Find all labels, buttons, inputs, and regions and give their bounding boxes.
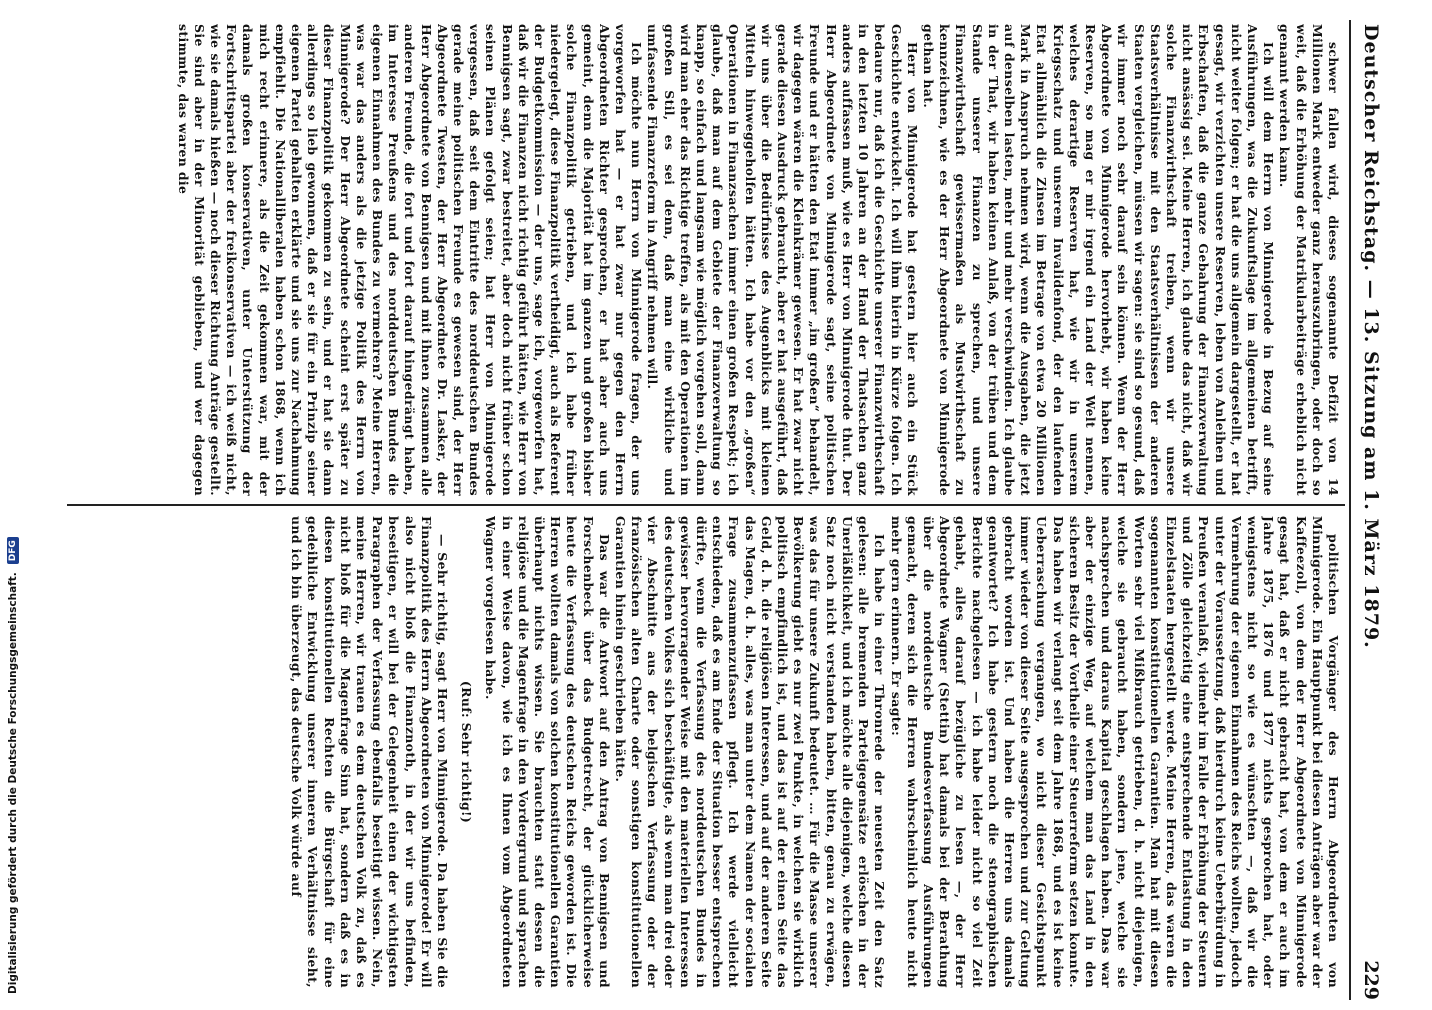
paragraph: Ich möchte nun Herrn von Minnigerode fragen, der uns vorgeworfen hat — er hat zwar nur gegen den Herrn Abgeordneten Richter gesprochen, er hat aber auch uns gemeint, denn die Majorität hat im ganzen und großen bisher solche Finanzpolitik getrieben, und ich habe früher niedergelegt, diese Finanzpolitik vertheidigt, auch als Referent der Budgetkommission — der uns, sage ich, vorgeworfen hat, daß wir die Finanzen nicht richtig geführt hätten, wie Herr von Bennigsen sagt, zwar bestreitet, aber doch nicht früher schon seinen Plänen gefolgt seien; hat Herr von Minnigerode vergessen, daß seit dem Eintritte des norddeutschen Bundes gerade meine politischen Freunde es gewesen sind, der Herr Abgeordnete Twesten, der Herr Abgeordnete Dr. Lasker, der Herr Abgeordnete von Bennigsen und mit ihnen zusammen alle anderen Freunde, die fort und fort darauf hingedrängt haben, im Interesse Preußens und des norddeutschen Bundes die eigenen Einnahmen des Bundes zu vermehren? Meine Herren, was war das anders als die jetzige Politik des Herrn von Minnigerode? Der Herr Abgeordnete scheint erst später zu dieser Finanzpolitik gekommen zu sein, und er hat sie dann allerdings so lieb gewonnen, daß er sie für ein Prinzip seiner eigenen Partei gehalten erklärte und sie uns zur Nachahmung empfiehlt. Die Nationalliberalen haben schon 1868, wenn ich mich recht erinnere, als die Zeit gekommen war, mit der damals großen konservativen, unter Unterstützung der Fortschrittspartei aber der freikonservativen — ich weiß nicht, wie sie damals hießen — noch dieser Richtung Anträge gestellt. Sie sind aber in der Minorität geblieben, und wer dagegen stimmte, das waren die — [175, 24, 645, 496]
paragraph: politischen Vorgänger des Herrn Abgeordneten von Minnigerode. Ein Hauptpunkt bei diesen Anträgen aber war der Kaffeezoll, von dem der Herr Abgeordnete von Minnigerode gesagt hat, daß er nicht gebracht hat, von dem er auch im Jahre 1875, 1876 und 1877 nichts gesprochen hat, oder wenigstens nicht so wie es wünschten —, daß wir die Vermehrung der eigenen Einnahmen des Reichs wollten, jedoch unter der Voraussetzung, daß hierdurch keine Ueberbürdung in Preußen veranlaßt, vielmehr im Falle der Erhöhung der Steuern und Zölle gleichzeitig eine entsprechende Entlastung in den Einzelstaaten hergestellt werde. Meine Herren, das waren die sogenannten konstitutionellen Garantien. Man hat mit diesen Worten sehr viel Mißbrauch getrieben, d. h. nicht diejenigen, welche sie gebraucht haben, sondern jene, welche sie nachsprechen und daraus Kapital geschlagen haben. Das war aber der einzige Weg, auf welchem man das Land in den sicheren Besitz der Vortheile einer Steuerreform setzen konnte. Das haben wir verlangt seit dem Jahre 1868, und es ist keine Ueberraschung vergangen, wo nicht dieser Gesichtspunkt immer wieder von dieser Seite ausgesprochen und zur Geltung gebracht worden ist. Und haben die Herren uns damals geantwortet? Ich habe gestern noch die stenographischen Berichte nachgelesen — ich habe leider nicht so viel Zeit gehabt, alles darauf bezügliche zu lesen —, der Herr Abgeordnete Wagner (Stettin) hat damals bei der Berathung über die norddeutsche Bundesverfassung Ausführungen gemacht, deren sich die Herren wahrscheinlich heute nicht mehr gern erinnern. Er sagte: — [888, 516, 1341, 988]
header-rule — [1349, 20, 1351, 1000]
left-text-column — [71, 24, 1341, 496]
dfg-logo-icon: DFG — [7, 537, 19, 564]
column-divider — [67, 504, 1345, 506]
paragraph: — Sehr richtig, sagt Herr von Minnigerode. Da haben Sie die Finanzpolitik des Herrn Abgeordneten von Minnigerode! Er will also nicht bloß die Finanznoth, in der wir uns befinden, beseitigen, er will bei der Gelegenheit einen der wichtigsten Paragraphen der Verfassung ebenfalls beseitigt wissen. Nein, meine Herren, wir trauen es dem deutschen Volk zu, daß es nicht bloß für die Magenfrage Sinn hat, sondern daß es in diesen konstitutionellen Rechten die Bürgschaft für eine gedeihliche Entwicklung unserer inneren Verhältnisse sieht, und ich bin überzeugt, das deutsche Volk würde auf — [289, 516, 451, 988]
credit-text: Digitalisierung gefördert durch die Deutsche Forschungsgemeinschaft. — [7, 572, 19, 994]
digitization-credit — [4, 4, 22, 994]
paragraph: Herr von Minnigerode hat gestern hier auch ein Stück Geschichte entwickelt. Ich will ihm hierin in Kürze folgen. Ich bedaure nur, daß ich die Geschichte unserer Finanzwirthschaft in den letzten 10 Jahren an der Hand der Thatsachen ganz anders auffassen muß, wie es Herr von Minnigerode thut. Der Herr Abgeordnete von Minnigerode sagt, seine politischen Freunde und er hätten den Etat immer „im großen“ behandelt, wir dagegen wären die Kleinkrämer gewesen. Er hat zwar nicht gerade diesen Ausdruck gebraucht, aber er hat ausgeführt, daß wir uns über die Bedürfnisse des Augenblicks mit kleinen Mitteln hinweggeholfen hätten. Ich habe vor den „großen“ Operationen in Finanzsachen immer einen großen Respekt; ich glaube, daß man auf dem Gebiete der Finanzverwaltung so knapp, so einfach und langsam wie möglich vorgehen soll, dann wird man eher das Richtige treffen, als mit den Operationen im großen Stil, es sei denn, daß man eine wirkliche und umfassende Finanzreform in Angriff nehmen will. — [645, 24, 920, 496]
rotated-scanned-page — [55, 10, 1395, 1010]
right-text-column — [71, 516, 1341, 988]
paragraph: Das war die Antwort auf den Antrag von Bennigsen und Forschenbeck über das Budgetrecht, der glücklicherweise heute die Verfassung des deutschen Reichs geworden ist. Die Herren wollten damals von solchen konstitutionellen Garantien überhaupt nichts wissen. Sie brauchten statt dessen die religiöse und die Magenfrage in den Vordergrund und sprachen in einer Weise davon, wie ich es Ihnen vom Abgeordneten Wagner vorgelesen habe. — [483, 516, 612, 988]
paragraph: Ich will dem Herrn von Minnigerode in Bezug auf seine Ausführungen, was die Zukunftslage im allgemeinen betrifft, nicht weiter folgen; er hat die uns allgemein dargestellt, er hat gesagt, wir verzichten unsere Reserven, leben von Anleihen und Erbschaften, daß die ganze Gebahrung der Finanzverwaltung nicht ansässig sei. Meine Herren, ich glaube das nicht, daß wir solche Finanzwirthschaft treiben, wenn wir unsere Staatsverhältnisse mit den Staatsverhältnissen der anderen Staaten vergleichen, müssen wir sagen: sie sind so gesund, daß wir immer noch sehr darauf sein können. Wenn der Herr Abgeordnete von Minnigerode hervorhebt, wir haben keine Reserven, so mag er mir irgend ein Land der Welt nennen, welches derartige Reserven hat, wie wir in unserem Kriegsschatz und unserem Invalidenfond, der den laufenden Etat allmählich die Zinsen im Betrage von etwa 20 Millionen Mark in Anspruch nehmen wird, wenn die Ausgaben, die jetzt auf denselben lasten, mehr und mehr verschwinden. Ich glaube in der That, wir haben keinen Anlaß, von der trüben und dem Stande unserer Finanzen zu sprechen, und unsere Finanzwirthschaft gewissermaßen als Mustwirthschaft zu kennzeichnen, wie es der Herr Abgeordnete von Minnigerode gethan hat. — [920, 24, 1277, 496]
interjection: (Ruf: Sehr richtig!) — [459, 680, 475, 824]
quotation: Ich habe in einer Thronrede der neuesten Zeit den Satz gelesen: alle bremenden Parteigegensätze erlöschen in der Unerläßlichkeit, und ich möchte alle diejenigen, welche diesen Satz noch nicht verstanden haben, bitten, genau zu erwägen, was das für unsere Zukunft bedeutet. … Für die Masse unserer Bevölkerung giebt es nur zwei Punkte, in welchen sie wirklich politisch empfindlich ist, und das ist auf der einen Seite das Geld, d. h. die religiösen Interessen, und auf der anderen Seite das Magen, d. h. alles, was man unter dem Namen der socialen Frage zusammenzufassen pflegt. Ich werde vielleicht entschieden, daß es am Ende der Situation besser entsprechen dürfte, wenn die Verfassung des norddeutschen Bundes in gewisser hervorragender Weise mit den materiellen Interessen des deutschen Volkes sich beschäftigte, als wenn man drei oder vier Abschnitte aus der belgischen Verfassung oder der französischen alten Charte oder sonstigen konstitutionellen Garantien hinein geschrieben hätte. — [613, 516, 888, 988]
paragraph: schwer fallen wird, dieses sogenannte Defizit von 14 Millionen Mark entweder ganz herauszubringen, oder doch so weit, daß die Erhöhung der Matrikularbeiträge erheblich nicht genannt werden kann. — [1277, 24, 1341, 496]
page-number: 229 — [1360, 960, 1382, 1000]
running-title: Deutscher Reichstag. — 13. Sitzung am 1. März 1879. — [1360, 24, 1382, 649]
page-header — [1351, 24, 1391, 1000]
